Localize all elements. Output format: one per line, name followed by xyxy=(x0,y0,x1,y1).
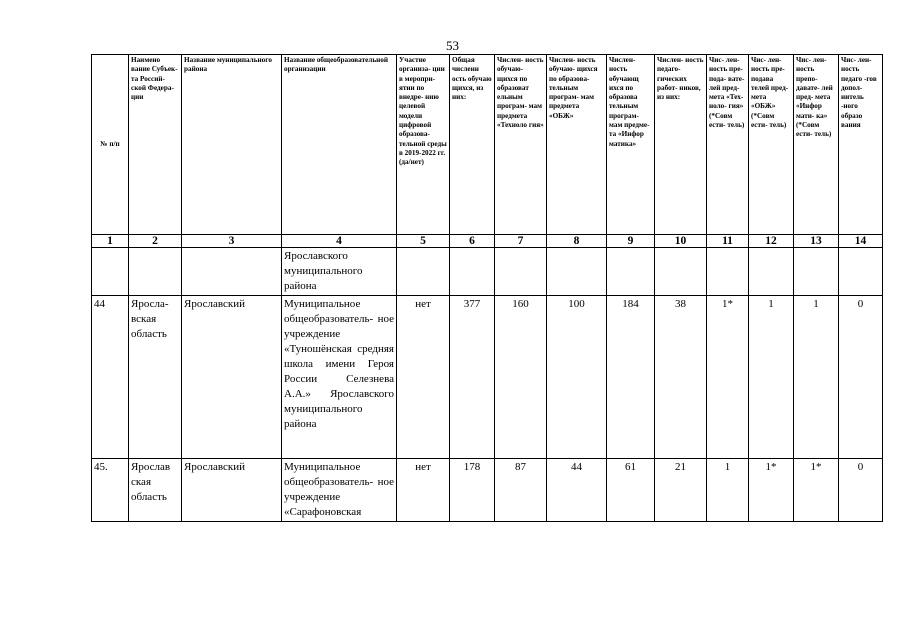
header-cell-district: Название муниципального района xyxy=(182,55,282,235)
column-number: 8 xyxy=(547,235,607,248)
total-cell: 377 xyxy=(450,296,495,459)
page-number: 53 xyxy=(446,38,459,53)
t-obzh-cell: 1* xyxy=(749,459,794,522)
participation-cell: нет xyxy=(397,459,450,522)
column-number: 13 xyxy=(794,235,839,248)
header-cell-t-extra: Чис- лен- ность педаго -гов допол- нитель -ного образо вания xyxy=(839,55,883,235)
obzh-cell: 44 xyxy=(547,459,607,522)
table-row-continuation xyxy=(92,248,883,296)
district-cell: Ярославский xyxy=(182,296,282,459)
t-tech-cell: 1 xyxy=(707,459,749,522)
t-obzh-cell: 1 xyxy=(749,296,794,459)
column-number: 2 xyxy=(129,235,182,248)
column-number: 6 xyxy=(450,235,495,248)
header-cell-obzh: Числен- ность обучаю- щихся по образова- тельным програм- мам предмета «ОБЖ» xyxy=(547,55,607,235)
info-cell: 61 xyxy=(607,459,655,522)
t-extra-cell: 0 xyxy=(839,459,883,522)
table-row xyxy=(92,296,883,459)
header-cell-region: Наимено вание Субъек- та Россий- ской Федера- ции xyxy=(129,55,182,235)
t-info-cell: 1 xyxy=(794,296,839,459)
header-cell-participation: Участие организа- ции в меропри- ятии по внедре- нию целевой модели цифровой образова- тельной среды в 2019-2022 гг. (да/нет) xyxy=(397,55,450,235)
header-cell-tech: Числен- ность обучаю- щихся по образоват ельным програм- мам предмета «Техноло гия» xyxy=(495,55,547,235)
column-number: 10 xyxy=(655,235,707,248)
column-number: 9 xyxy=(607,235,655,248)
tech-cell: 87 xyxy=(495,459,547,522)
info-cell: 184 xyxy=(607,296,655,459)
column-number: 1 xyxy=(92,235,129,248)
header-cell-t-info: Чис- лен- ность препо- давате- лей пред- мета «Инфор мати- ка» (*Совм ести- тель) xyxy=(794,55,839,235)
district-cell: Ярославский xyxy=(182,459,282,522)
column-number: 3 xyxy=(182,235,282,248)
header-cell-num: № п/п xyxy=(92,55,129,235)
header-row xyxy=(92,55,883,235)
tech-cell: 160 xyxy=(495,296,547,459)
org-cell: Ярославского муниципального района xyxy=(282,248,397,296)
column-number: 7 xyxy=(495,235,547,248)
t-extra-cell: 0 xyxy=(839,296,883,459)
region-cell: Ярослав ская область xyxy=(129,459,182,522)
column-number: 14 xyxy=(839,235,883,248)
column-number-row xyxy=(92,235,883,248)
org-cell: Муниципальное общеобразователь- ное учреждение «Сарафоновская xyxy=(282,459,397,522)
org-cell: Муниципальное общеобразователь- ное учреждение «Туношёнская средняя школа имени Героя России Селезнева А.А.» Ярославского муниципального района xyxy=(282,296,397,459)
header-cell-org: Название общеобразовательной организации xyxy=(282,55,397,235)
schools-table xyxy=(91,54,883,522)
obzh-cell: 100 xyxy=(547,296,607,459)
t-info-cell: 1* xyxy=(794,459,839,522)
column-number: 5 xyxy=(397,235,450,248)
header-cell-t-tech: Чис- лен- ность пре- пода- вате- лей пред- мета «Тех- ноло- гия» (*Совм ести- тель) xyxy=(707,55,749,235)
column-number: 12 xyxy=(749,235,794,248)
teachers-cell: 21 xyxy=(655,459,707,522)
column-number: 11 xyxy=(707,235,749,248)
num-cell: 45. xyxy=(92,459,129,522)
header-cell-teachers: Числен- ность педаго- гических работ- ников, из них: xyxy=(655,55,707,235)
table-row xyxy=(92,459,883,522)
header-cell-t-obzh: Чис- лен- ность пре- подава телей пред- мета «ОБЖ» (*Совм ести- тель) xyxy=(749,55,794,235)
teachers-cell: 38 xyxy=(655,296,707,459)
header-cell-total: Общая численн ость обучаю щихся, из них: xyxy=(450,55,495,235)
total-cell: 178 xyxy=(450,459,495,522)
region-cell: Яросла- вская область xyxy=(129,296,182,459)
header-cell-info: Числен- ность обучающ ихся по образова тельным програм- мам предме- та «Инфор матика» xyxy=(607,55,655,235)
participation-cell: нет xyxy=(397,296,450,459)
column-number: 4 xyxy=(282,235,397,248)
num-cell: 44 xyxy=(92,296,129,459)
t-tech-cell: 1* xyxy=(707,296,749,459)
